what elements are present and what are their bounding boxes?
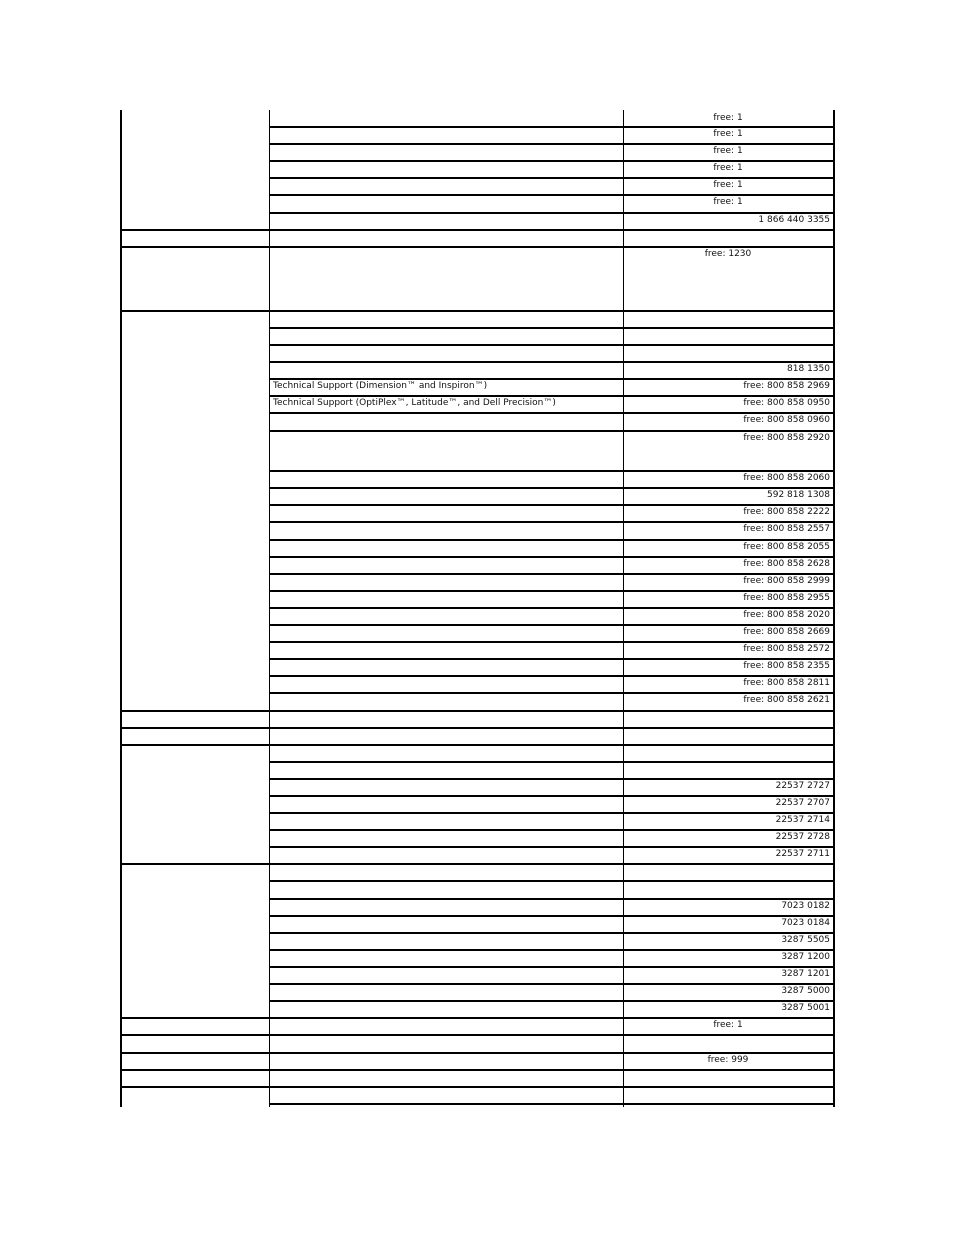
row-divider	[269, 692, 835, 694]
phone-number: free: 1230	[704, 249, 752, 259]
row-divider	[269, 160, 835, 162]
row-divider	[269, 658, 835, 660]
phone-number: free: 1	[713, 180, 743, 190]
phone-number: free: 800 858 2055	[743, 542, 830, 552]
row-divider	[269, 470, 835, 472]
phone-number: 3287 1200	[781, 952, 830, 962]
phone-number: free: 800 858 2222	[743, 507, 830, 517]
row-divider	[269, 966, 835, 968]
service-label: Technical Support (Dimension™ and Inspiron™)	[273, 381, 488, 391]
row-divider	[269, 539, 835, 541]
row-divider	[269, 487, 835, 489]
phone-number: 22537 2727	[775, 781, 830, 791]
row-divider	[269, 361, 835, 363]
phone-number: free: 800 858 0950	[743, 398, 830, 408]
phone-number: free: 800 858 2999	[743, 576, 830, 586]
row-divider	[269, 795, 835, 797]
phone-number: 818 1350	[787, 364, 830, 374]
phone-number: free: 800 858 2557	[743, 524, 830, 534]
row-divider	[269, 778, 835, 780]
row-divider	[120, 710, 835, 712]
row-divider	[120, 1052, 835, 1054]
table-border-left	[120, 110, 122, 1107]
row-divider	[120, 744, 835, 746]
phone-number: 3287 5001	[781, 1003, 830, 1013]
phone-number: free: 800 858 2020	[743, 610, 830, 620]
row-divider	[120, 1017, 835, 1019]
row-divider	[269, 430, 835, 432]
row-divider	[120, 1034, 835, 1036]
row-divider	[269, 212, 835, 214]
row-divider	[269, 624, 835, 626]
row-divider	[120, 727, 835, 729]
phone-number: free: 800 858 2060	[743, 473, 830, 483]
phone-number: 22537 2714	[775, 815, 830, 825]
row-divider	[269, 641, 835, 643]
phone-number: 592 818 1308	[767, 490, 830, 500]
phone-number: free: 800 858 2811	[743, 678, 830, 688]
phone-number: 3287 5505	[781, 935, 830, 945]
row-divider	[269, 983, 835, 985]
row-divider	[269, 327, 835, 329]
phone-number: free: 800 858 2621	[743, 695, 830, 705]
phone-number: free: 1	[713, 113, 743, 123]
row-divider	[269, 880, 835, 882]
phone-number: free: 800 858 2669	[743, 627, 830, 637]
row-divider	[269, 829, 835, 831]
row-divider	[269, 521, 835, 523]
row-divider	[269, 949, 835, 951]
row-divider	[269, 143, 835, 145]
row-divider	[269, 898, 835, 900]
row-divider	[120, 246, 835, 248]
phone-number: 3287 5000	[781, 986, 830, 996]
row-divider	[269, 812, 835, 814]
phone-number: free: 1	[713, 146, 743, 156]
row-divider	[269, 1000, 835, 1002]
row-divider	[269, 194, 835, 196]
row-divider	[269, 412, 835, 414]
phone-number: free: 1	[713, 163, 743, 173]
row-divider	[269, 344, 835, 346]
row-divider	[120, 310, 835, 312]
phone-number: 22537 2728	[775, 832, 830, 842]
row-divider	[120, 1069, 835, 1071]
service-label: Technical Support (OptiPlex™, Latitude™, and Dell Precision™)	[273, 398, 556, 408]
row-divider	[120, 863, 835, 865]
row-divider	[269, 761, 835, 763]
row-divider	[120, 1086, 835, 1088]
phone-number: free: 1	[713, 1020, 743, 1030]
phone-number: free: 800 858 2969	[743, 381, 830, 391]
row-divider	[269, 378, 835, 380]
phone-number: 1 866 440 3355	[758, 215, 830, 225]
phone-number: free: 1	[713, 197, 743, 207]
row-divider	[269, 556, 835, 558]
row-divider	[269, 177, 835, 179]
row-divider	[269, 675, 835, 677]
phone-number: free: 800 858 2628	[743, 559, 830, 569]
phone-number: free: 800 858 2955	[743, 593, 830, 603]
row-divider	[269, 1103, 835, 1105]
row-divider	[269, 607, 835, 609]
row-divider	[269, 846, 835, 848]
phone-number: 7023 0184	[781, 918, 830, 928]
phone-number: 22537 2711	[775, 849, 830, 859]
row-divider	[269, 126, 835, 128]
phone-number: 7023 0182	[781, 901, 830, 911]
row-divider	[269, 915, 835, 917]
phone-number: free: 800 858 2355	[743, 661, 830, 671]
phone-number: 22537 2707	[775, 798, 830, 808]
phone-number: free: 800 858 2572	[743, 644, 830, 654]
row-divider	[269, 932, 835, 934]
row-divider	[269, 590, 835, 592]
row-divider	[269, 504, 835, 506]
row-divider	[269, 573, 835, 575]
row-divider	[120, 229, 835, 231]
phone-number: free: 800 858 2920	[743, 433, 830, 443]
phone-number: 3287 1201	[781, 969, 830, 979]
phone-number: free: 1	[713, 129, 743, 139]
phone-number: free: 999	[707, 1055, 749, 1065]
row-divider	[269, 395, 835, 397]
phone-number: free: 800 858 0960	[743, 415, 830, 425]
